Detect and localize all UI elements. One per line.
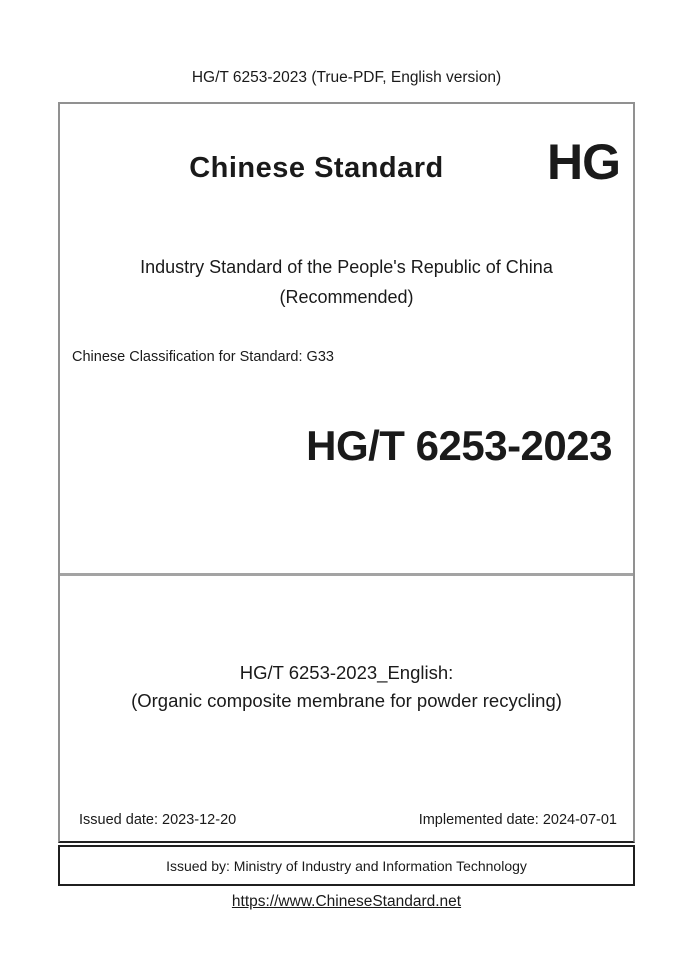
recommended-subtitle: (Recommended) <box>279 287 414 307</box>
website-link[interactable]: https://www.ChineseStandard.net <box>231 893 462 910</box>
issued-date-label: Issued date: 2023-12-20 <box>79 812 237 828</box>
classification-label: Chinese Classification for Standard: G33 <box>72 349 334 365</box>
cover-main-box <box>58 102 635 843</box>
english-title-line2: (Organic composite membrane for powder recycling) <box>131 690 562 711</box>
hg-logo: HG <box>547 134 620 190</box>
brand-title: Chinese Standard <box>189 152 444 184</box>
industry-standard-subtitle: Industry Standard of the People's Republic of China <box>140 257 553 277</box>
standard-code: HG/T 6253-2023 <box>306 422 612 469</box>
dates-row <box>79 812 617 828</box>
section-divider <box>60 573 633 576</box>
document-footer <box>0 893 693 911</box>
issuer-label: Issued by: Ministry of Industry and Information Technology <box>166 857 527 874</box>
issuer-box <box>58 845 635 886</box>
document-header-title: HG/T 6253-2023 (True-PDF, English version) <box>191 69 502 86</box>
english-title-line1: HG/T 6253-2023_English: <box>239 662 454 683</box>
implemented-date-label: Implemented date: 2024-07-01 <box>418 812 617 828</box>
